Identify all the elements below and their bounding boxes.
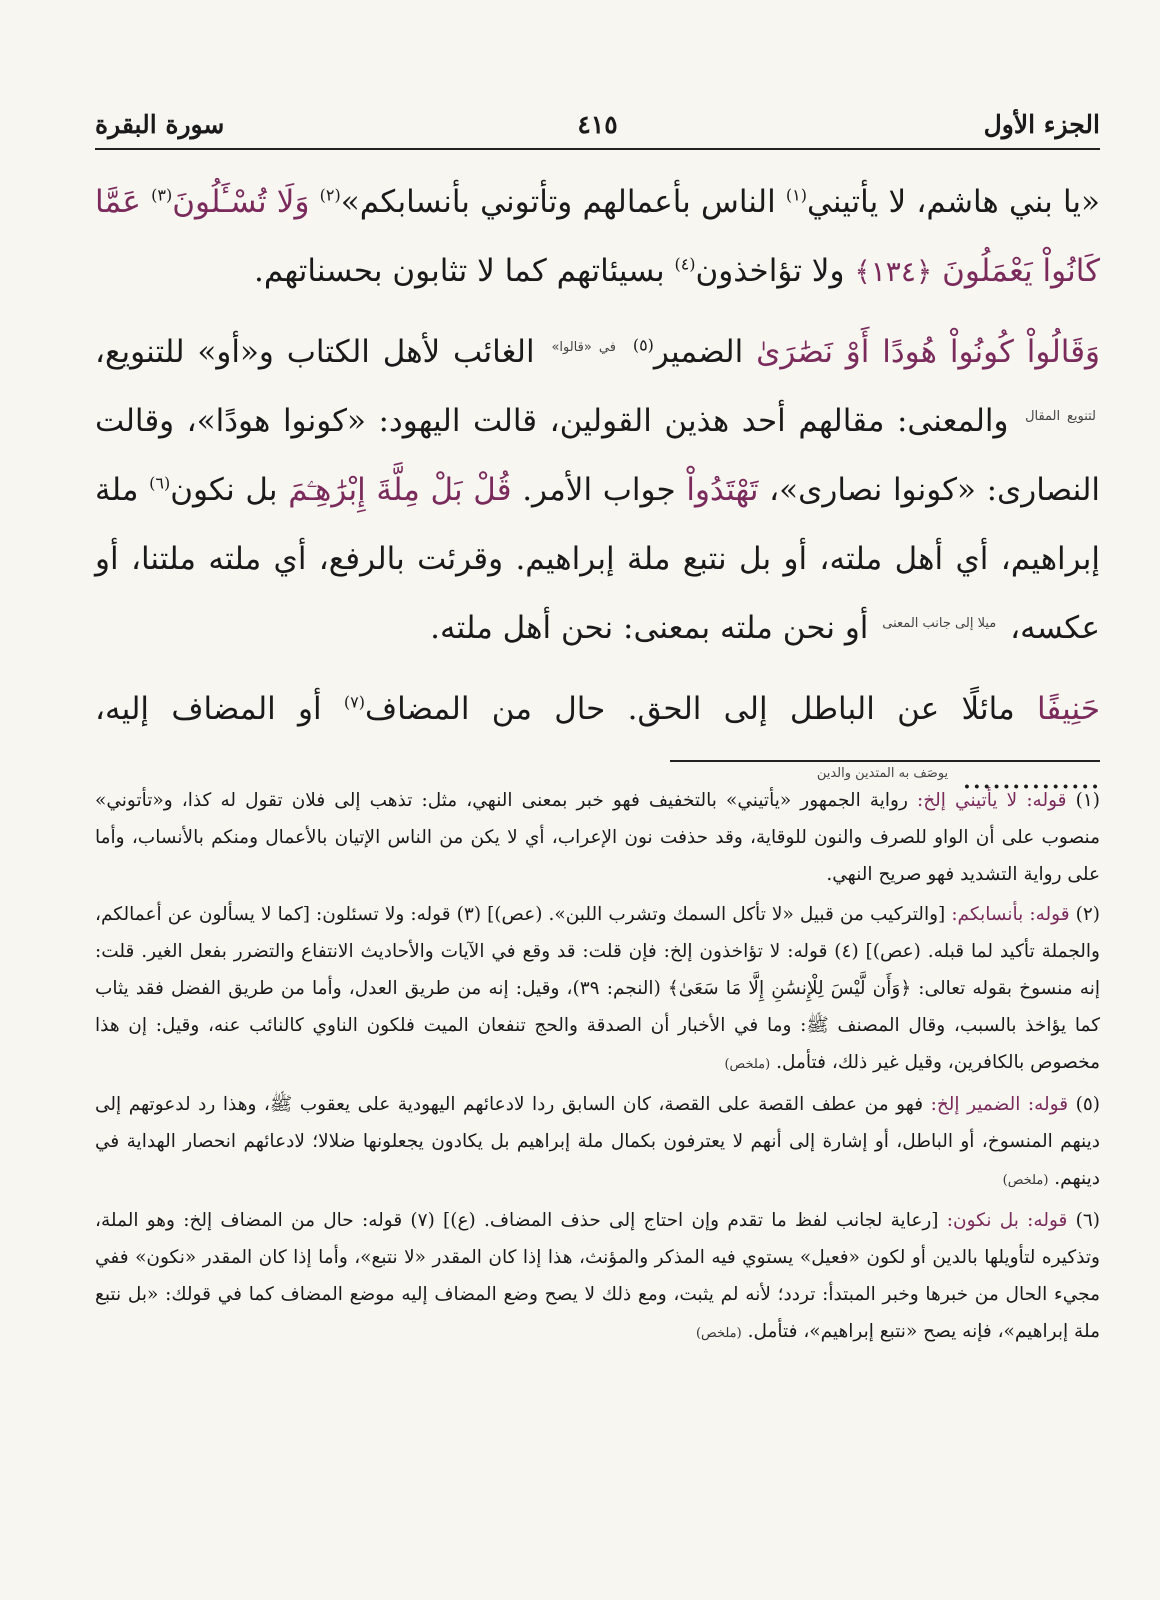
header-rule xyxy=(95,148,1100,150)
footnote-number: (٦) xyxy=(1075,1210,1100,1231)
text-run: الناس بأعمالهم وتأتوني بأنسابكم» xyxy=(340,184,776,220)
footnote-number: (١) xyxy=(1075,790,1100,811)
footnote xyxy=(95,782,1100,893)
main-text xyxy=(95,168,1100,825)
paragraph-1 xyxy=(95,168,1100,306)
footnote-text: [والتركيب من قبيل «لا تأكل السمك وتشرب اللبن». (عص)] (٣) قوله: ولا تسئلون: [كما لا يسألون عن أعمالكم، والجملة تأكيد لما قبله. (عص)] (٤) قوله: لا تؤاخذون إلخ: فإن قلت: قد وقع في الآيات والأحاديث الانتفاع والتضرر بفعل الغير. قلت: إنه منسوخ بقوله تعالى: ﴿وَأَن لَّيْسَ لِلْإِنسَٰنِ إِلَّا مَا سَعَىٰ﴾ (النجم: ٣٩)، وقيل: إنه من طريق العدل، وأما من طريق الفضل فقد يثاب كما يؤاخذ بالسبب، وقال المصنف ﷺ: وما في الأخبار أن الصدقة والحج تنفعان الميت فلكون الناوي كالنائب عنه، وقيل: إن هذا مخصوص بالكافرين، وقيل غير ذلك، فتأمل. xyxy=(95,904,1100,1073)
footnote-lead: قوله: بل نكون: xyxy=(946,1210,1068,1231)
gloss-annotation: في «قالوا» xyxy=(551,339,616,355)
footnote-separator xyxy=(670,760,1100,762)
footnote-lead: قوله: لا يأتيني إلخ: xyxy=(917,790,1067,811)
text-run: بسيئاتهم كما لا تثابون بحسناتهم. xyxy=(254,253,665,289)
footnote-text: [رعاية لجانب لفظ ما تقدم وإن احتاج إلى حذف المضاف. (ع)] (٧) قوله: حال من المضاف إلخ: وهو الملة، وتذكيره لتأويلها بالدين أو لكون «فعيل» يستوي فيه المذكر والمؤنث، هذا إذا كان المقدر «لا نتبع»، وأما إذا كان المقدر «نكون» ففي مجيء الحال من خبرها وخبر المبتدأ: تردد؛ لأنه لم يثبت، ومع ذلك لا يصح وضع المضاف إليه موضع المضاف كما في قولك: «بل نتبع ملة إبراهيم»، فإنه يصح «نتبع إبراهيم»، فتأمل. xyxy=(95,1210,1100,1342)
footnote xyxy=(95,896,1100,1083)
footnote-text: رواية الجمهور «يأتيني» بالتخفيف فهو خبر بمعنى النهي، مثل: تذهب إلى فلان تقول له كذا، و«تأتوني» منصوب على أن الواو للصرف والنون للوقاية، وقد حذفت نون الإعراب، أي لا يكن من الناس الإتيان بالأعمال ومنكم بالأنساب، وأما على رواية التشديد فهو صريح النهي. xyxy=(95,790,1100,885)
text-run: ولا تؤاخذون xyxy=(695,253,845,289)
footnotes xyxy=(95,782,1100,1355)
footnote-number: (٥) xyxy=(1075,1094,1100,1115)
text-run: أو نحن ملته بمعنى: نحن أهل ملته. xyxy=(430,610,869,646)
paragraph-2 xyxy=(95,318,1100,663)
footnote xyxy=(95,1086,1100,1199)
footnote-ref: (٢) xyxy=(319,185,341,205)
text-run: ملة إبراهيم، أي أهل ملته، أو بل نتبع ملة إبراهيم. وقرئت بالرفع، أي ملته ملتنا، أو عكسه، xyxy=(95,472,1100,646)
text-run: جواب الأمر. xyxy=(522,472,676,508)
source-tag: (ملخص) xyxy=(695,1326,742,1341)
footnote-number: (٢) xyxy=(1075,904,1100,925)
quran-text: عَمَّا كَانُواْ يَعْمَلُونَ xyxy=(95,184,1100,289)
footnote-ref: (٥) xyxy=(632,335,654,355)
footnote-ref: (٦) xyxy=(149,473,171,493)
page-number: ٤١٥ xyxy=(577,110,618,139)
text-run: والمعنى: مقالهم أحد هذين القولين، قالت اليهود: «كونوا هودًا»، وقالت النصارى: «كونوا نصارى»، xyxy=(95,403,1101,508)
footnote-ref: (٤) xyxy=(674,254,696,274)
text-run: مائلًا عن الباطل إلى الحق. حال من المضاف xyxy=(365,691,1015,727)
source-tag: (ملخص) xyxy=(724,1057,771,1072)
quran-text: وَلَا تُسْـَٔلُونَ xyxy=(172,184,310,220)
ayah-number: ﴿١٣٤﴾ xyxy=(854,255,933,288)
footnote-lead: قوله: بأنسابكم: xyxy=(951,904,1070,925)
footnote-ref: (٧) xyxy=(343,692,365,712)
footnote xyxy=(95,1202,1100,1352)
quran-text: وَقَالُواْ كُونُواْ هُودًا أَوْ نَصَٰرَىٰ xyxy=(756,334,1101,370)
surah-label: سورة البقرة xyxy=(95,110,225,139)
gloss-annotation: ميلا إلى جانب المعنى xyxy=(882,615,997,631)
quran-text: قُلْ بَلْ مِلَّةَ إِبْرَٰهِـۧمَ xyxy=(288,472,512,508)
footnote-ref: (١) xyxy=(785,185,807,205)
text-run: «يا بني هاشم، لا يأتيني xyxy=(807,184,1101,220)
footnote-text: فهو من عطف القصة على القصة، كان السابق ردا لادعائهم اليهودية على يعقوب ﷺ، وهذا رد لدعوتهم إلى دينهم المنسوخ، أو الباطل، أو إشارة إلى أنهم لا يعترفون بكمال ملة إبراهيم بل يكادون يجعلونها ضلالا؛ لادعائهم انحصار الهداية في دينهم. xyxy=(95,1094,1100,1189)
text-run: الضمير xyxy=(653,334,744,370)
quran-text: تَهْتَدُواْ xyxy=(686,472,759,508)
part-label: الجزء الأول xyxy=(983,110,1100,139)
source-tag: (ملخص) xyxy=(1002,1173,1049,1188)
footnote-lead: قوله: الضمير إلخ: xyxy=(930,1094,1069,1115)
quran-text: حَنِيفًا xyxy=(1036,691,1100,727)
running-header xyxy=(95,95,1100,139)
text-run: الغائب لأهل الكتاب و«أو» للتنويع، xyxy=(95,334,535,370)
text-run: أو المضاف إليه، .............. xyxy=(95,691,1100,796)
text-run: بل نكون xyxy=(170,472,278,508)
gloss-annotation: لتنويع المقال xyxy=(1025,408,1097,424)
gloss-annotation: يوصَف به المتدين والدين xyxy=(816,765,949,781)
footnote-ref: (٣) xyxy=(151,185,173,205)
